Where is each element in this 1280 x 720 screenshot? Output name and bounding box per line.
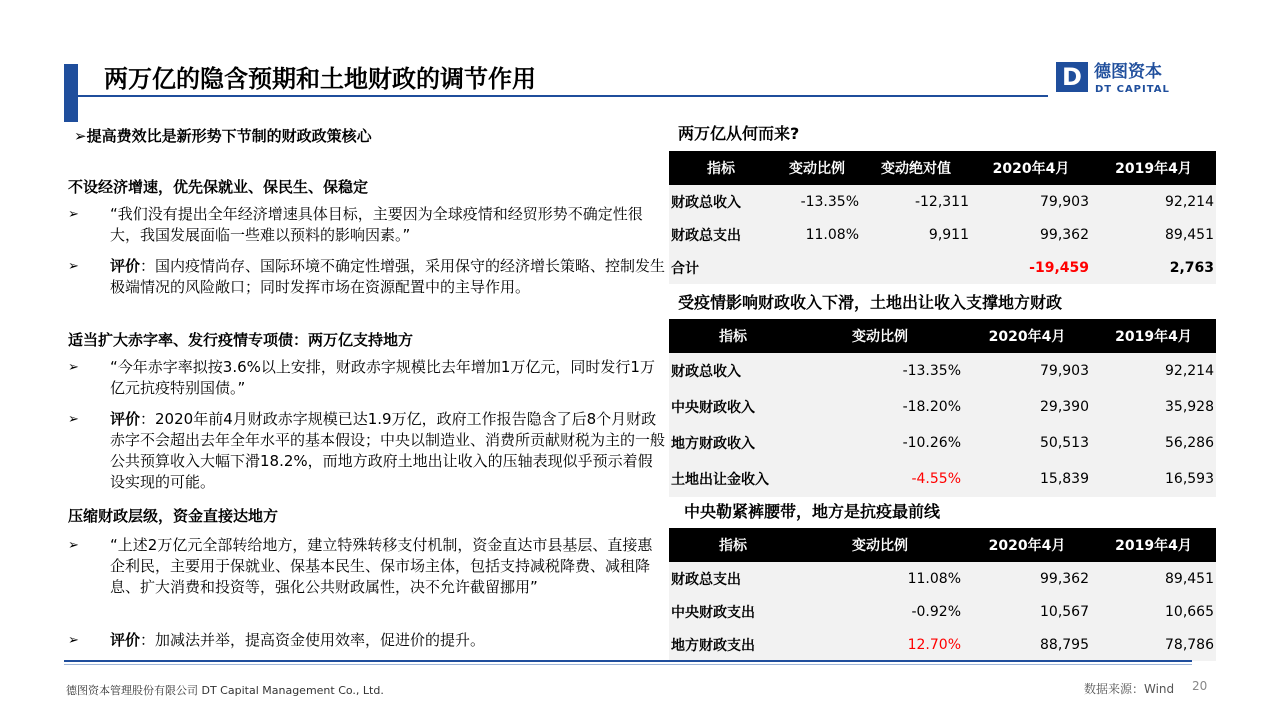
footer-source: 数据来源：Wind bbox=[1084, 682, 1175, 696]
table-row-total bbox=[669, 251, 1216, 284]
cell: 89,451 bbox=[1091, 562, 1216, 595]
column-header: 2020年4月 bbox=[963, 528, 1091, 562]
table-row bbox=[669, 218, 1216, 251]
left-subhead bbox=[74, 125, 372, 146]
column-header: 2019年4月 bbox=[1091, 151, 1216, 185]
table-source-of-2-trillion bbox=[669, 151, 1216, 284]
arrow-bullet-icon: ➢ bbox=[68, 412, 79, 427]
arrow-bullet-icon: ➢ bbox=[68, 360, 79, 375]
cell: 29,390 bbox=[963, 389, 1091, 425]
cell bbox=[861, 251, 971, 284]
row-label: 地方财政支出 bbox=[669, 628, 797, 661]
row-label: 合计 bbox=[669, 251, 773, 284]
footer-divider bbox=[64, 660, 1192, 662]
cell: 9,911 bbox=[861, 218, 971, 251]
table-row bbox=[669, 628, 1216, 661]
cell: 92,214 bbox=[1091, 185, 1216, 218]
cell: 15,839 bbox=[963, 461, 1091, 497]
section-title-growth: 不设经济增速，优先保就业、保民生、保稳定 bbox=[68, 178, 369, 196]
cell: -18.20% bbox=[797, 389, 963, 425]
row-label: 财政总支出 bbox=[669, 218, 773, 251]
table-row bbox=[669, 389, 1216, 425]
arrow-bullet-icon: ➢ bbox=[68, 207, 79, 222]
cell: 56,286 bbox=[1091, 425, 1216, 461]
cell: 35,928 bbox=[1091, 389, 1216, 425]
column-header: 变动比例 bbox=[797, 319, 963, 353]
bullet-text: 评价：加减法并举，提高资金使用效率，促进价的提升。 bbox=[110, 631, 486, 649]
footer-company: 德图资本管理股份有限公司 DT Capital Management Co., Ltd. bbox=[66, 684, 384, 697]
review-label: 评价 bbox=[110, 410, 141, 428]
table-row bbox=[669, 562, 1216, 595]
review-label: 评价 bbox=[110, 631, 141, 649]
column-header: 指标 bbox=[669, 151, 773, 185]
bullet-text: “今年赤字率拟按3.6%以上安排，财政赤字规模比去年增加1万亿元，同时发行1万亿元抗疫特别国债。” bbox=[110, 358, 655, 397]
arrow-bullet-icon: ➢ bbox=[74, 127, 87, 145]
column-header: 变动比例 bbox=[797, 528, 963, 562]
row-label: 财政总收入 bbox=[669, 353, 797, 389]
cell-highlight: -19,459 bbox=[971, 251, 1091, 284]
bullet-growth-quote bbox=[68, 204, 666, 248]
column-header: 变动绝对值 bbox=[861, 151, 971, 185]
bullet-text: 评价：国内疫情尚存、国际环境不确定性增强，采用保守的经济增长策略、控制发生极端情况的风险敞口；同时发挥市场在资源配置中的主导作用。 bbox=[110, 257, 666, 296]
review-label: 评价 bbox=[110, 257, 141, 275]
table-row bbox=[669, 425, 1216, 461]
bullet-deficit-review bbox=[68, 409, 666, 497]
page-title: 两万亿的隐含预期和土地财政的调节作用 bbox=[104, 65, 536, 93]
arrow-bullet-icon: ➢ bbox=[68, 633, 79, 648]
row-label: 土地出让金收入 bbox=[669, 461, 797, 497]
arrow-bullet-icon: ➢ bbox=[68, 538, 79, 553]
bullet-text: “上述2万亿元全部转给地方，建立特殊转移支付机制，资金直达市县基层、直接惠企利民，主要用于保就业、保基本民生、保市场主体，包括支持减税降费、减租降息、扩大消费和投资等，强化公共财政属性，决不允许截留挪用” bbox=[110, 536, 653, 596]
cell: -10.26% bbox=[797, 425, 963, 461]
cell-highlight: 12.70% bbox=[797, 628, 963, 661]
footer-divider-thin bbox=[64, 664, 1192, 665]
column-header: 变动比例 bbox=[773, 151, 861, 185]
section-title-deficit: 适当扩大赤字率、发行疫情专项债：两万亿支持地方 bbox=[68, 331, 414, 349]
row-label: 财政总支出 bbox=[669, 562, 797, 595]
cell: -13.35% bbox=[773, 185, 861, 218]
cell: 99,362 bbox=[963, 562, 1091, 595]
column-header: 指标 bbox=[669, 319, 797, 353]
table-expenditure-breakdown bbox=[669, 528, 1216, 661]
column-header: 2020年4月 bbox=[963, 319, 1091, 353]
cell: 50,513 bbox=[963, 425, 1091, 461]
cell: 89,451 bbox=[1091, 218, 1216, 251]
table-row bbox=[669, 461, 1216, 497]
cell: 2,763 bbox=[1091, 251, 1216, 284]
row-label: 财政总收入 bbox=[669, 185, 773, 218]
column-header: 2020年4月 bbox=[971, 151, 1091, 185]
cell: -13.35% bbox=[797, 353, 963, 389]
table-row bbox=[669, 595, 1216, 628]
table1-title: 两万亿从何而来? bbox=[678, 124, 800, 143]
cell: 99,362 bbox=[971, 218, 1091, 251]
bullet-deficit-quote bbox=[68, 357, 666, 401]
bullet-transfer-review bbox=[68, 630, 666, 652]
arrow-bullet-icon: ➢ bbox=[68, 259, 79, 274]
bullet-growth-review bbox=[68, 256, 666, 322]
table-row bbox=[669, 185, 1216, 218]
cell: -12,311 bbox=[861, 185, 971, 218]
title-accent-bar bbox=[64, 64, 78, 122]
table-revenue-breakdown bbox=[669, 319, 1216, 497]
page-number: 20 bbox=[1192, 679, 1208, 693]
section-title-transfer: 压缩财政层级，资金直接达地方 bbox=[68, 507, 279, 525]
row-label: 地方财政收入 bbox=[669, 425, 797, 461]
cell: 92,214 bbox=[1091, 353, 1216, 389]
table-row bbox=[669, 353, 1216, 389]
cell bbox=[773, 251, 861, 284]
logo-mark: D bbox=[1056, 62, 1088, 92]
logo-chinese-name: 德图资本 bbox=[1094, 62, 1162, 82]
cell: 10,567 bbox=[963, 595, 1091, 628]
subhead-text: 提高费效比是新形势下节制的财政政策核心 bbox=[86, 127, 372, 145]
cell: 79,903 bbox=[971, 185, 1091, 218]
row-label: 中央财政支出 bbox=[669, 595, 797, 628]
bullet-text: “我们没有提出全年经济增速具体目标，主要因为全球疫情和经贸形势不确定性很大，我国发展面临一些难以预料的影响因素。” bbox=[110, 205, 643, 244]
cell: 78,786 bbox=[1091, 628, 1216, 661]
bullet-text: 评价：2020年前4月财政赤字规模已达1.9万亿，政府工作报告隐含了后8个月财政赤字不会超出去年全年水平的基本假设；中央以制造业、消费所贡献财税为主的一般公共预算收入大幅下滑18.2%，而地方政府土地出让收入的压轴表现似乎预示着假设实现的可能。 bbox=[110, 410, 666, 491]
row-label: 中央财政收入 bbox=[669, 389, 797, 425]
cell: 79,903 bbox=[963, 353, 1091, 389]
cell: 11.08% bbox=[773, 218, 861, 251]
title-underline bbox=[78, 95, 1048, 97]
cell: 11.08% bbox=[797, 562, 963, 595]
cell-highlight: -4.55% bbox=[797, 461, 963, 497]
cell: 88,795 bbox=[963, 628, 1091, 661]
column-header: 指标 bbox=[669, 528, 797, 562]
logo-english-name: DT CAPITAL bbox=[1095, 84, 1170, 95]
cell: -0.92% bbox=[797, 595, 963, 628]
table2-title: 受疫情影响财政收入下滑，土地出让收入支撑地方财政 bbox=[678, 293, 1063, 312]
column-header: 2019年4月 bbox=[1091, 528, 1216, 562]
cell: 10,665 bbox=[1091, 595, 1216, 628]
cell: 16,593 bbox=[1091, 461, 1216, 497]
table3-title: 中央勒紧裤腰带，地方是抗疫最前线 bbox=[684, 502, 941, 521]
column-header: 2019年4月 bbox=[1091, 319, 1216, 353]
bullet-transfer-quote bbox=[68, 535, 666, 623]
